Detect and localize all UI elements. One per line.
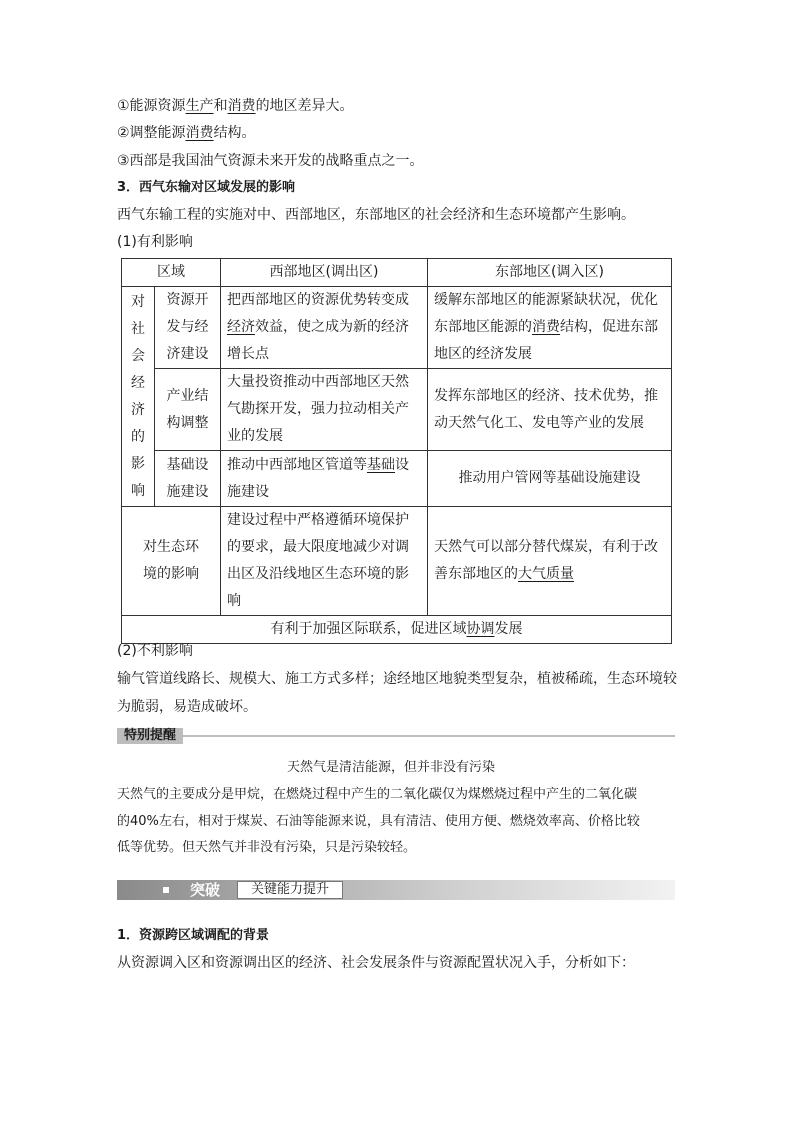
west-cell: 把西部地区的资源优势转变成经济效益，使之成为新的经济增长点 — [221, 287, 428, 369]
table-row — [122, 451, 672, 507]
header-region: 区域 — [122, 259, 221, 287]
unfavorable-line-1: 输气管道线路长、规模大、施工方式多样；途经地区地貌类型复杂，植被稀疏，生态环境较 — [117, 671, 677, 687]
breakthrough-subtitle: 关键能力提升 — [237, 881, 343, 899]
table-row — [122, 287, 672, 369]
bullet-square-icon — [163, 887, 169, 893]
tip-line-3: 低等优势。但天然气并非没有污染，只是污染较轻。 — [117, 840, 417, 855]
intro-line-3: ③西部是我国油气资源未来开发的战略重点之一。 — [117, 153, 424, 169]
east-cell: 发挥东部地区的经济、技术优势，推动天然气化工、发电等产业的发展 — [428, 369, 672, 451]
east-cell: 天然气可以部分替代煤炭，有利于改善东部地区的大气质量 — [428, 507, 672, 616]
intro-line-2: ②调整能源消费结构。 — [117, 125, 256, 141]
west-cell: 推动中西部地区管道等基础设施建设 — [221, 451, 428, 507]
eco-label: 对生态环 境的影响 — [122, 507, 221, 616]
table-footer-row — [122, 616, 672, 644]
intro-line-1: ①能源资源生产和消费的地区差异大。 — [117, 98, 354, 114]
table-row — [122, 369, 672, 451]
tip-label: 特别提醒 — [117, 728, 183, 744]
section-3-intro: 西气东输工程的实施对中、西部地区，东部地区的社会经济和生态环境都产生影响。 — [117, 207, 635, 223]
table-row-ecology — [122, 507, 672, 616]
tip-banner — [117, 728, 675, 744]
header-west: 西部地区(调出区) — [221, 259, 428, 287]
header-east: 东部地区(调入区) — [428, 259, 672, 287]
unfavorable-line-2: 为脆弱，易造成破坏。 — [117, 699, 257, 715]
breakthrough-title: 突破 — [189, 881, 220, 899]
aspect-infrastructure: 基础设 施建设 — [155, 451, 221, 507]
east-cell: 缓解东部地区的能源紧缺状况，优化东部地区能源的消费结构，促进东部地区的经济发展 — [428, 287, 672, 369]
breakthrough-banner — [117, 880, 675, 900]
impact-table — [121, 258, 672, 644]
west-cell: 建设过程中严格遵循环境保护的要求，最大限度地减少对调出区及沿线地区生态环境的影响 — [221, 507, 428, 616]
tip-line-2: 的40%左右，相对于煤炭、石油等能源来说，具有清洁、使用方便、燃烧效率高、价格比较 — [117, 814, 640, 829]
tip-title: 天然气是清洁能源，但并非没有污染 — [287, 760, 496, 775]
unfavorable-heading: (2)不利影响 — [117, 643, 193, 659]
aspect-resource-development: 资源开 发与经 济建设 — [155, 287, 221, 369]
tip-rule — [183, 735, 675, 737]
group-label-socio-economic: 对 社 会 经 济 的 影 响 — [122, 287, 155, 507]
aspect-industrial-structure: 产业结 构调整 — [155, 369, 221, 451]
breakthrough-heading: 1．资源跨区域调配的背景 — [117, 928, 270, 943]
section-3-heading: 3．西气东输对区域发展的影响 — [117, 180, 296, 195]
west-cell: 大量投资推动中西部地区天然气勘探开发，强力拉动相关产业的发展 — [221, 369, 428, 451]
favorable-heading: (1)有利影响 — [117, 234, 193, 250]
east-cell: 推动用户管网等基础设施建设 — [428, 451, 672, 507]
table-header-row — [122, 259, 672, 287]
breakthrough-text: 从资源调入区和资源调出区的经济、社会发展条件与资源配置状况入手，分析如下： — [117, 955, 635, 971]
tip-line-1: 天然气的主要成分是甲烷，在燃烧过程中产生的二氧化碳仅为煤燃烧过程中产生的二氧化碳 — [117, 787, 638, 802]
table-footer: 有利于加强区际联系，促进区域协调发展 — [122, 616, 672, 644]
